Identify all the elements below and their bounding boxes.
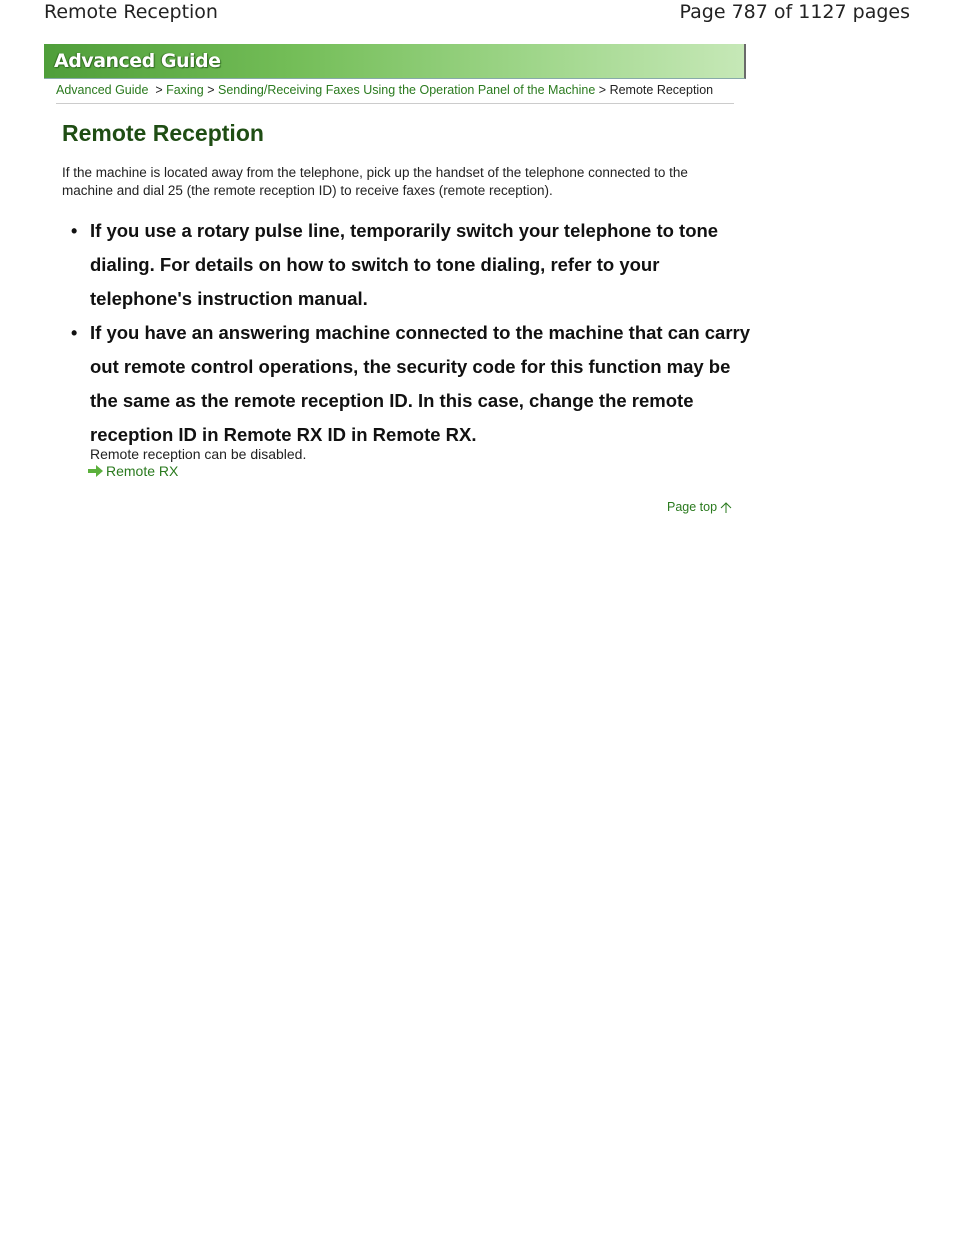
up-arrow-icon	[720, 501, 732, 514]
remote-rx-link-label: Remote RX	[106, 463, 179, 479]
banner-label: Advanced Guide	[54, 50, 221, 72]
intro-paragraph: If the machine is located away from the telephone, pick up the handset of the telephone connected to the machine and dial 25 (the remote reception ID) to receive faxes (remote reception).	[62, 165, 688, 198]
bullet-icon: •	[71, 323, 78, 343]
breadcrumb-separator: >	[598, 83, 607, 97]
disable-note: Remote reception can be disabled.	[90, 446, 307, 462]
list-item	[71, 214, 762, 316]
bullet-icon: •	[71, 221, 78, 241]
list-item	[71, 316, 762, 452]
page-counter: Page 787 of 1127 pages	[679, 1, 910, 23]
breadcrumb-link-sending-receiving[interactable]: Sending/Receiving Faxes Using the Operation Panel of the Machine	[217, 83, 596, 97]
note-text: If you have an answering machine connected to the machine that can carry out remote control operations, the security code for this function may be the same as the remote reception ID. In this case, change the remote reception ID in Remote RX ID in Remote RX.	[90, 322, 751, 445]
breadcrumb-link-faxing[interactable]: Faxing	[166, 83, 204, 97]
breadcrumb-separator: >	[151, 83, 167, 97]
print-header-title: Remote Reception	[44, 1, 218, 23]
breadcrumb-separator: >	[207, 83, 215, 97]
breadcrumb	[56, 83, 734, 104]
note-text: If you use a rotary pulse line, temporarily switch your telephone to tone dialing. For details on how to switch to tone dialing, refer to your telephone's instruction manual.	[90, 220, 719, 309]
page-top-label: Page top	[667, 500, 718, 514]
page-title: Remote Reception	[62, 120, 264, 146]
right-arrow-icon	[88, 465, 104, 477]
breadcrumb-current: Remote Reception	[609, 83, 714, 97]
notes-list	[62, 214, 762, 452]
breadcrumb-link-advanced-guide[interactable]: Advanced Guide	[56, 83, 149, 97]
page-top-link[interactable]	[667, 500, 732, 514]
remote-rx-link[interactable]	[88, 463, 178, 479]
advanced-guide-banner	[44, 44, 746, 79]
